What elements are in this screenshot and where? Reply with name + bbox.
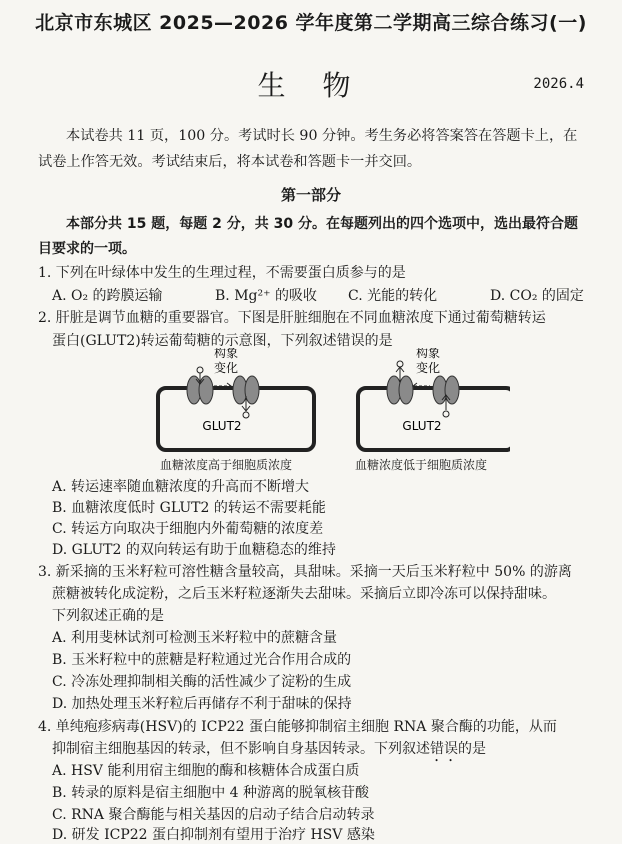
q4-stem-line2-post: 的是 xyxy=(458,741,486,757)
q4-emphasis-word: 错误 xyxy=(430,741,458,757)
q3-option-d: D. 加热处理玉米籽粒后再储存不利于甜味的保持 xyxy=(52,696,352,712)
conf-label-left: 构象 xyxy=(213,348,239,360)
cell-left xyxy=(158,367,314,450)
caption-left: 血糖浓度高于细胞质浓度 xyxy=(160,458,293,472)
q4-option-a: A. HSV 能利用宿主细胞的酶和核糖体合成蛋白质 xyxy=(52,763,360,779)
q2-option-c: C. 转运方向取决于细胞内外葡萄糖的浓度差 xyxy=(52,521,324,537)
q3-option-b: B. 玉米籽粒中的蔗糖是籽粒通过光合作用合成的 xyxy=(52,652,352,668)
exam-instructions: 本试卷共 11 页，100 分。考试时长 90 分钟。考生务必将答案答在答题卡上，在试卷上作答无效。考试结束后，将本试卷和答题卡一并交回。 xyxy=(38,128,578,170)
change-label-right: 变化 xyxy=(415,361,441,375)
q3-stem-line1: 3. 新采摘的玉米籽粒可溶性糖含量较高，具甜味。采摘一天后玉米籽粒中 50% 的游离 xyxy=(38,564,572,580)
q4-option-b: B. 转录的原料是宿主细胞中 4 种游离的脱氧核苷酸 xyxy=(52,785,369,801)
q2-option-a: A. 转运速率随血糖浓度的升高而不断增大 xyxy=(52,479,310,495)
q4-option-c: C. RNA 聚合酶能与相关基因的启动子结合启动转录 xyxy=(52,807,375,823)
change-label-left: 变化 xyxy=(213,361,239,375)
q4-stem-line1: 4. 单纯疱疹病毒(HSV)的 ICP22 蛋白能够抑制宿主细胞 RNA 聚合酶的功能，从而 xyxy=(38,719,557,735)
q2-option-b: B. 血糖浓度低时 GLUT2 的转运不需要耗能 xyxy=(52,500,326,516)
conf-label-right: 构象 xyxy=(415,348,441,360)
q3-option-a: A. 利用斐林试剂可检测玉米籽粒中的蔗糖含量 xyxy=(52,630,338,646)
caption-right: 血糖浓度低于细胞质浓度 xyxy=(355,458,488,472)
exam-title: 北京市东城区 2025—2026 学年度第二学期高三综合练习(一) xyxy=(35,12,587,34)
q2-stem-line2: 蛋白(GLUT2)转运葡萄糖的示意图，下列叙述错误的是 xyxy=(52,333,393,349)
q1-option-c: C. 光能的转化 xyxy=(348,288,438,304)
q1-stem: 1. 下列在叶绿体中发生的生理过程，不需要蛋白质参与的是 xyxy=(38,265,406,281)
q3-stem-line2: 蔗糖被转化成淀粉，之后玉米籽粒逐渐失去甜味。采摘后立即冷冻可以保持甜味。 xyxy=(52,586,556,602)
q4-option-d: D. 研发 ICP22 蛋白抑制剂有望用于治疗 HSV 感染 xyxy=(52,827,375,843)
glut-label-right: GLUT2 xyxy=(402,419,442,433)
q4-stem-line2-pre: 抑制宿主细胞基因的转录，但不影响自身基因转录。下列叙述 xyxy=(52,741,430,757)
q3-option-c: C. 冷冻处理抑制相关酶的活性减少了淀粉的生成 xyxy=(52,674,352,690)
part-title: 第一部分 xyxy=(280,186,341,204)
subject-title: 生 物 xyxy=(257,69,365,102)
exam-date: 2026.4 xyxy=(533,76,584,92)
q1-option-d: D. CO₂ 的固定 xyxy=(490,288,584,304)
q3-stem-line3: 下列叙述正确的是 xyxy=(52,608,164,624)
q2-option-d: D. GLUT2 的双向转运有助于血糖稳态的维持 xyxy=(52,542,336,558)
part-note: 本部分共 15 题，每题 2 分，共 30 分。在每题列出的四个选项中，选出最符合题目要求的一项。 xyxy=(38,216,578,257)
glut-label-left: GLUT2 xyxy=(202,419,242,433)
q1-option-b: B. Mg²⁺ 的吸收 xyxy=(215,288,317,304)
q1-option-a: A. O₂ 的跨膜运输 xyxy=(52,288,163,304)
q2-stem-line1: 2. 肝脏是调节血糖的重要器官。下图是肝脏细胞在不同血糖浓度下通过葡萄糖转运 xyxy=(38,310,546,326)
